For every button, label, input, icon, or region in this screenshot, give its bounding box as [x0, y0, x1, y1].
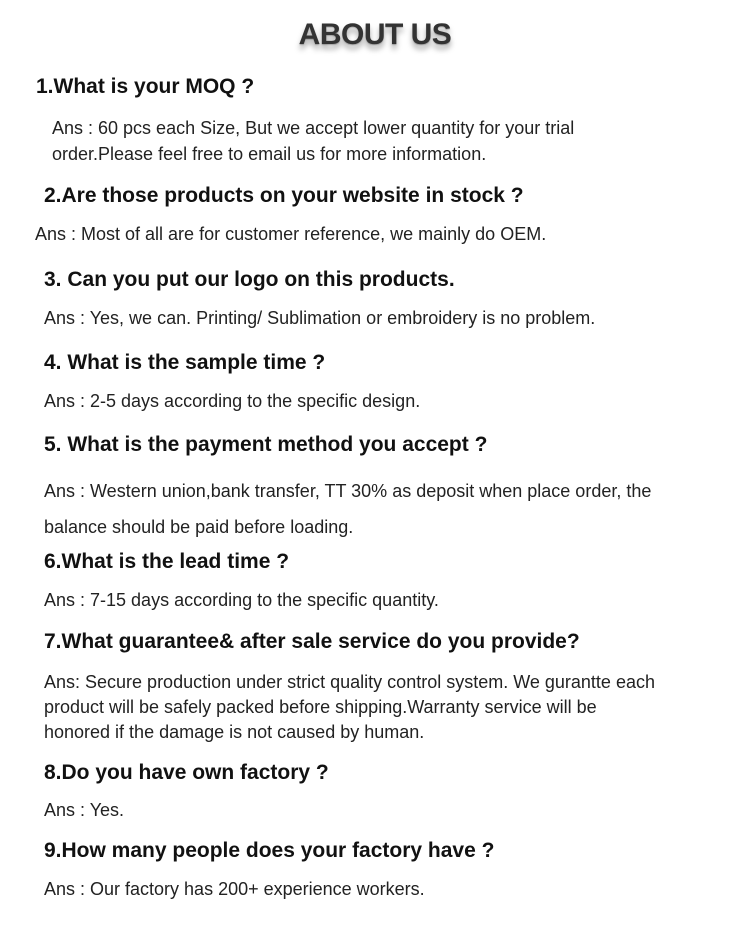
faq-answer-6-line-1: Ans : 7-15 days according to the specific quantity. [44, 590, 439, 610]
faq-answer-7-line-2: product will be safely packed before shipping.Warranty service will be [44, 697, 597, 717]
faq-answer-7 [44, 670, 655, 745]
faq-question-1: 1.What is your MOQ ? [36, 75, 255, 98]
faq-question-7: 7.What guarantee& after sale service do you provide? [44, 630, 580, 653]
faq-answer-3 [44, 308, 595, 329]
faq-answer-5 [44, 473, 651, 545]
faq-answer-3-line-1: Ans : Yes, we can. Printing/ Sublimation or embroidery is no problem. [44, 308, 596, 328]
faq-answer-7-line-3: honored if the damage is not caused by human. [44, 722, 425, 742]
faq-question-4: 4. What is the sample time ? [44, 351, 326, 374]
faq-answer-2 [35, 224, 546, 245]
faq-answer-5-line-2: balance should be paid before loading. [44, 517, 354, 537]
faq-question-8: 8.Do you have own factory ? [44, 761, 329, 784]
faq-answer-2-line-1: Ans : Most of all are for customer reference, we mainly do OEM. [35, 224, 547, 244]
faq-answer-1 [52, 115, 574, 167]
faq-question-9: 9.How many people does your factory have ? [44, 839, 495, 862]
faq-answer-1-line-2: order.Please feel free to email us for more information. [52, 144, 487, 164]
faq-answer-8 [44, 800, 124, 821]
faq-answer-7-line-1: Ans: Secure production under strict quality control system. We gurantte each [44, 672, 655, 692]
faq-answer-9-line-1: Ans : Our factory has 200+ experience workers. [44, 879, 425, 899]
page-title: ABOUT US [298, 18, 452, 51]
faq-answer-8-line-1: Ans : Yes. [44, 800, 125, 820]
faq-question-2: 2.Are those products on your website in stock ? [44, 184, 524, 207]
faq-question-6: 6.What is the lead time ? [44, 550, 290, 573]
faq-question-3: 3. Can you put our logo on this products. [44, 268, 455, 291]
faq-answer-5-line-1: Ans : Western union,bank transfer, TT 30% as deposit when place order, the [44, 481, 652, 501]
faq-answer-4-line-1: Ans : 2-5 days according to the specific design. [44, 391, 421, 411]
faq-answer-1-line-1: Ans : 60 pcs each Size, But we accept lower quantity for your trial [52, 118, 575, 138]
faq-question-5: 5. What is the payment method you accept ? [44, 433, 488, 456]
faq-answer-6 [44, 590, 439, 611]
faq-answer-9 [44, 879, 425, 900]
faq-answer-4 [44, 391, 420, 412]
